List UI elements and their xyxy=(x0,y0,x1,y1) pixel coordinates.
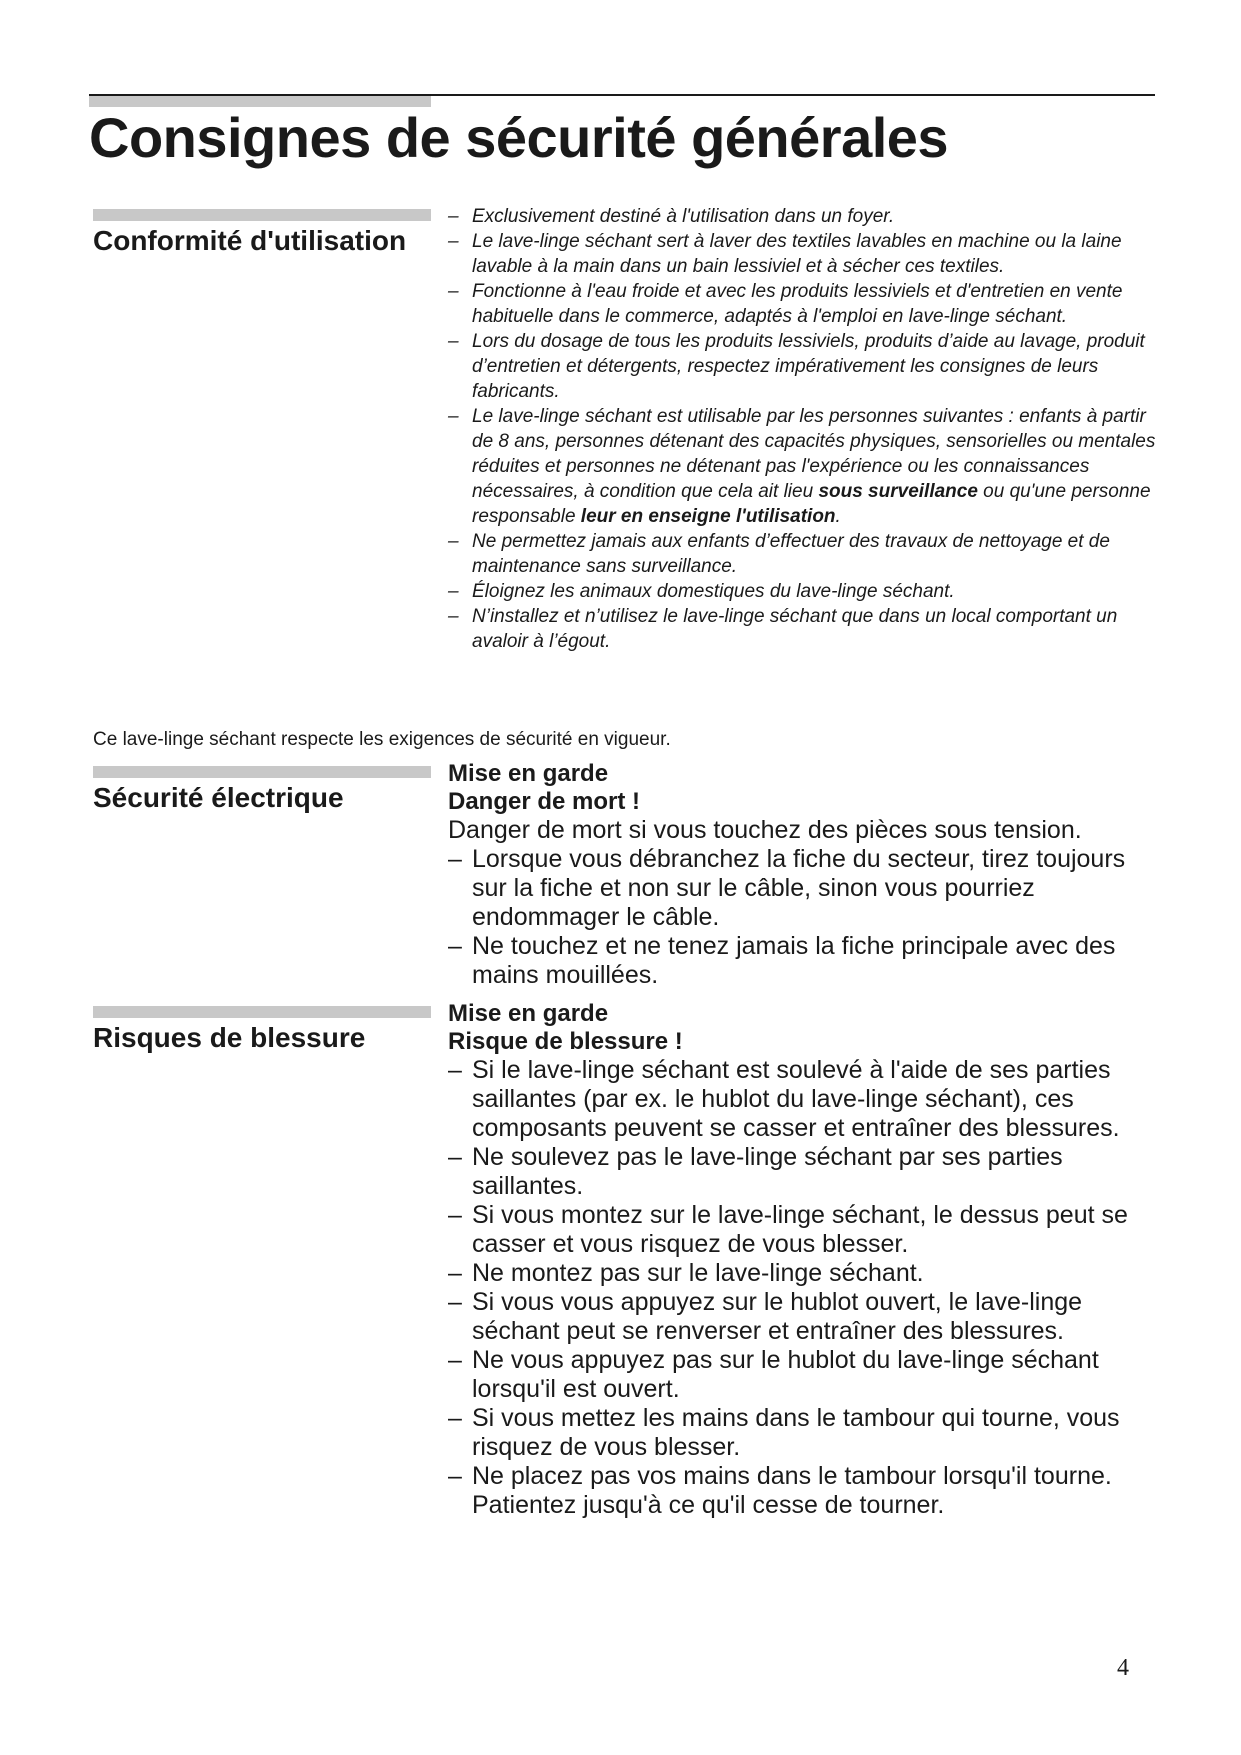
list-item: – Si vous mettez les mains dans le tambour qui tourne, vous risquez de vous blesser. xyxy=(448,1404,1120,1461)
list-item: – Fonctionne à l'eau froide et avec les produits lessiviels et d'entretien en vente habituelle dans le commerce, adaptés à l'emploi en lave-linge séchant. xyxy=(448,281,1123,327)
section-title-blessure: Risques de blessure xyxy=(93,1022,366,1053)
list-item: – Si vous vous appuyez sur le hublot ouvert, le lave-linge séchant peut se renverser et entraîner des blessures. xyxy=(448,1288,1083,1345)
warning-lead: Danger de mort si vous touchez des pièces sous tension. xyxy=(448,816,1082,844)
list-item: – Ne placez pas vos mains dans le tambour lorsqu'il tourne. Patientez jusqu'à ce qu'il cesse de tourner. xyxy=(448,1462,1112,1519)
blessure-content xyxy=(448,1000,1158,1520)
page-number: 4 xyxy=(1117,1655,1129,1681)
warning-label: Mise en garde xyxy=(448,1000,609,1027)
list-item: – Ne vous appuyez pas sur le hublot du lave-linge séchant lorsqu'il est ouvert. xyxy=(448,1346,1099,1403)
list-item: – Ne soulevez pas le lave-linge séchant par ses parties saillantes. xyxy=(448,1143,1063,1200)
warning-title: Risque de blessure ! xyxy=(448,1028,683,1055)
warning-title: Danger de mort ! xyxy=(448,788,641,815)
compliance-note: Ce lave-linge séchant respecte les exigences de sécurité en vigueur. xyxy=(93,729,671,750)
electrique-list xyxy=(448,845,1158,990)
conformite-list xyxy=(448,204,1158,654)
page-title: Consignes de sécurité générales xyxy=(89,106,949,169)
electrique-content xyxy=(448,760,1158,990)
list-item: – Exclusivement destiné à l'utilisation dans un foyer. xyxy=(448,206,895,227)
list-item: – Lorsque vous débranchez la fiche du secteur, tirez toujours sur la fiche et non sur le câble, sinon vous pourriez endommager le câble. xyxy=(448,845,1126,931)
section-title-electrique: Sécurité électrique xyxy=(93,782,344,813)
section-title-conformite: Conformité d'utilisation xyxy=(93,225,407,256)
section-accent-bar xyxy=(93,1006,431,1018)
list-item: – Si vous montez sur le lave-linge séchant, le dessus peut se casser et vous risquez de vous blesser. xyxy=(448,1201,1128,1258)
list-item: – Ne montez pas sur le lave-linge séchant. xyxy=(448,1259,924,1287)
list-item: – Si le lave-linge séchant est soulevé à l'aide de ses parties saillantes (par ex. le hublot du lave-linge séchant), ces composants peuvent se casser et entraîner des blessures. xyxy=(448,1056,1120,1142)
section-accent-bar xyxy=(93,209,431,221)
list-item: – Le lave-linge séchant sert à laver des textiles lavables en machine ou la laine lavable à la main dans un bain lessiviel et à sécher ces textiles. xyxy=(448,231,1122,277)
warning-label: Mise en garde xyxy=(448,760,609,787)
list-item: – Ne permettez jamais aux enfants d’effectuer des travaux de nettoyage et de maintenance sans surveillance. xyxy=(448,531,1110,577)
section-accent-bar xyxy=(93,766,431,778)
list-item: – Ne touchez et ne tenez jamais la fiche principale avec des mains mouillées. xyxy=(448,932,1116,989)
list-item: – Lors du dosage de tous les produits lessiviels, produits d’aide au lavage, produit d’entretien et détergents, respectez impérativement les consignes de leurs fabricants. xyxy=(448,331,1145,402)
list-item: – Éloignez les animaux domestiques du lave-linge séchant. xyxy=(448,581,955,602)
blessure-list xyxy=(448,1056,1158,1520)
list-item: – N’installez et n’utilisez le lave-linge séchant que dans un local comportant un avaloir à l’égout. xyxy=(448,606,1118,652)
list-item: – Le lave-linge séchant est utilisable par les personnes suivantes : enfants à partir de 8 ans, personnes détenant des capacités physiques, sensorielles ou mentales réduites et personnes ne détenant pas l'expérience ou les connaissances nécessaires, à condition que cela ait lieu sous surveillance ou qu'une personne responsable leur en enseigne l'utilisation. xyxy=(448,406,1156,527)
